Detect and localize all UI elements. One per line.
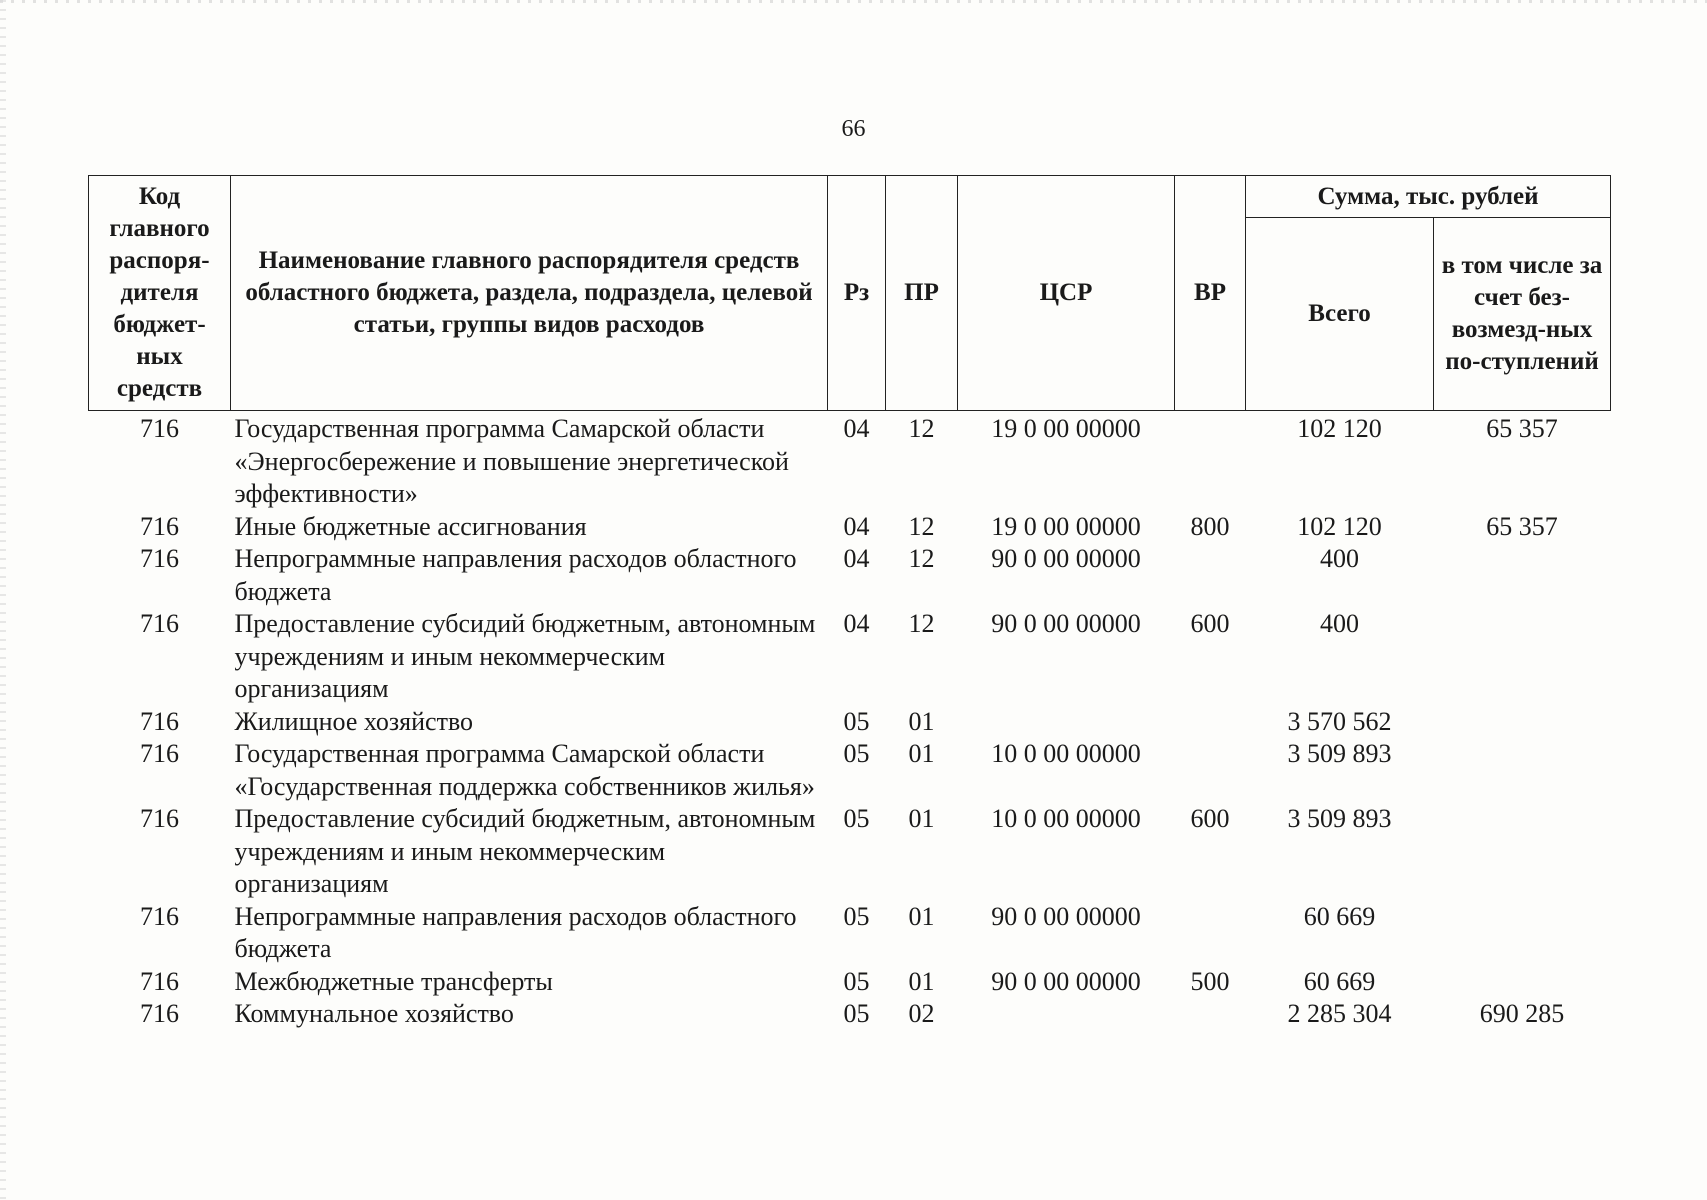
cell-pr: 01 [908,739,935,768]
cell-total: 60 669 [1303,901,1376,931]
cell-code: 716 [140,901,179,931]
cell-free [1434,543,1611,608]
cell-total: 3 509 893 [1287,739,1392,768]
cell-name: Межбюджетные трансферты [234,966,553,996]
cell-total: 3 509 893 [1287,804,1392,833]
cell-pr: 12 [908,544,935,573]
header-pr: ПР [886,176,958,411]
cell-pr: 01 [908,901,935,931]
cell-rz: 05 [843,706,870,736]
cell-csr: 90 0 00 00000 [991,901,1141,931]
cell-code: 716 [140,966,179,996]
cell-vr [1175,706,1246,739]
cell-name: Предоставление субсидий бюджетным, автономным учреждениям и иным некоммерческим организациям [234,609,816,703]
cell-rz: 05 [843,739,870,768]
header-sum: Сумма, тыс. рублей [1246,176,1611,218]
cell-code: 716 [140,706,179,736]
scan-artifact-top [0,0,1707,3]
cell-vr [1175,411,1246,511]
cell-vr [1175,738,1246,803]
header-rz: Рз [828,176,886,411]
cell-total: 400 [1320,609,1359,638]
header-code: Код главного распоря-дителя бюджет-ных средств [89,176,231,411]
cell-rz: 04 [843,414,870,443]
table-body [89,411,1611,1031]
scan-artifact-left [0,0,6,1200]
cell-name: Жилищное хозяйство [234,706,474,736]
cell-rz: 05 [843,966,870,996]
budget-table [88,175,1611,1031]
cell-pr: 12 [908,414,935,443]
cell-rz: 04 [843,609,870,638]
cell-vr: 500 [1190,966,1230,996]
cell-pr: 12 [908,511,935,541]
cell-free [1434,901,1611,966]
cell-code: 716 [140,804,179,833]
cell-csr [958,998,1175,1031]
table-row [89,411,1611,511]
cell-free: 690 285 [1479,999,1565,1028]
cell-pr: 02 [908,999,935,1028]
header-name: Наименование главного распорядителя средств областного бюджета, раздела, подраздела, целевой статьи, группы видов расходов [231,176,828,411]
cell-code: 716 [140,414,179,443]
cell-csr: 90 0 00 00000 [991,544,1141,573]
table-row [89,738,1611,803]
cell-pr: 12 [908,609,935,638]
cell-rz: 04 [843,544,870,573]
cell-name: Иные бюджетные ассигнования [234,511,587,541]
cell-vr: 600 [1190,609,1230,638]
cell-csr: 19 0 00 00000 [991,414,1141,443]
cell-total: 400 [1320,544,1359,573]
table-row [89,901,1611,966]
table-row [89,511,1611,544]
cell-total: 102 120 [1297,511,1382,541]
cell-free [1434,738,1611,803]
cell-total: 2 285 304 [1287,999,1392,1028]
cell-name: Непрограммные направления расходов областного бюджета [234,544,797,606]
cell-pr: 01 [908,706,935,736]
cell-csr [958,706,1175,739]
cell-name: Коммунальное хозяйство [234,999,514,1028]
cell-free [1434,706,1611,739]
header-csr: ЦСР [958,176,1175,411]
cell-code: 716 [140,739,179,768]
cell-vr [1175,901,1246,966]
table-row [89,966,1611,999]
cell-free: 65 357 [1486,511,1558,541]
cell-code: 716 [140,999,179,1028]
cell-free: 65 357 [1486,414,1558,443]
cell-free [1434,966,1611,999]
cell-csr: 90 0 00 00000 [991,609,1141,638]
cell-rz: 05 [843,901,870,931]
header-total: Всего [1246,218,1434,411]
cell-rz: 05 [843,999,870,1028]
table-row [89,803,1611,901]
table-row [89,543,1611,608]
cell-vr [1175,543,1246,608]
table-header [89,176,1611,411]
header-vr: ВР [1175,176,1246,411]
table-row [89,706,1611,739]
cell-csr: 10 0 00 00000 [991,804,1141,833]
cell-total: 3 570 562 [1287,706,1392,736]
cell-free [1434,608,1611,706]
cell-csr: 19 0 00 00000 [991,511,1141,541]
table-row [89,608,1611,706]
cell-name: Государственная программа Самарской области «Государственная поддержка собственников жилья» [234,739,815,801]
cell-name: Непрограммные направления расходов областного бюджета [234,901,797,963]
cell-pr: 01 [908,966,935,996]
cell-code: 716 [140,511,179,541]
cell-vr: 600 [1190,804,1230,833]
cell-free [1434,803,1611,901]
cell-total: 102 120 [1297,414,1382,443]
cell-name: Предоставление субсидий бюджетным, автономным учреждениям и иным некоммерческим организациям [234,804,816,898]
page-number: 66 [841,116,866,142]
cell-code: 716 [140,544,179,573]
cell-total: 60 669 [1303,966,1376,996]
header-free: в том числе за счет без-возмезд-ных по-ступлений [1434,218,1611,411]
cell-rz: 05 [843,804,870,833]
cell-csr: 90 0 00 00000 [991,966,1141,996]
table-row [89,998,1611,1031]
cell-pr: 01 [908,804,935,833]
cell-vr: 800 [1190,511,1230,541]
cell-name: Государственная программа Самарской области «Энергосбережение и повышение энергетической эффективности» [234,414,789,508]
cell-code: 716 [140,609,179,638]
cell-csr: 10 0 00 00000 [991,739,1141,768]
cell-vr [1175,998,1246,1031]
cell-rz: 04 [843,511,870,541]
